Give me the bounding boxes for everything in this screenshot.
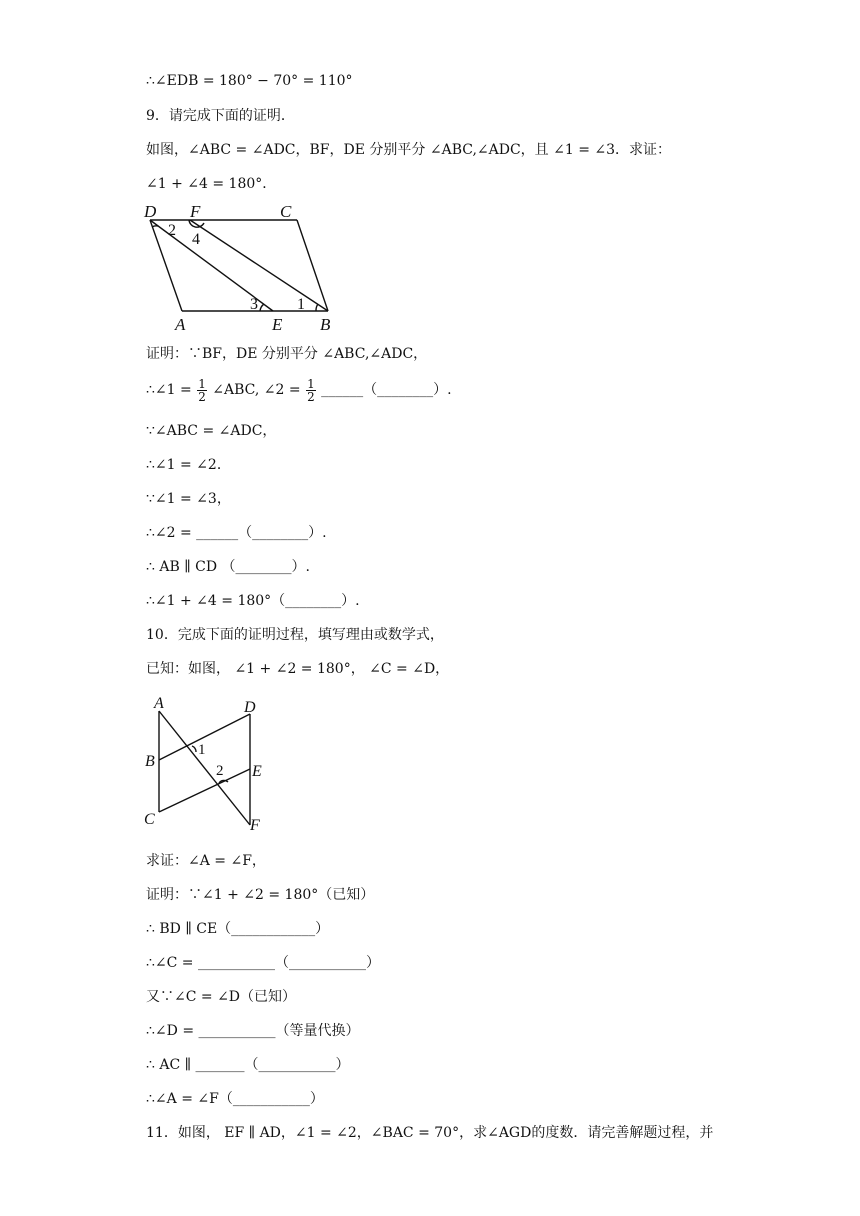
step-1-blank: ______（________）. bbox=[321, 382, 452, 398]
question-9-step-4: ∵∠1 = ∠3， bbox=[146, 491, 231, 507]
question-9-step-6: ∴ AB ∥ CD （________）. bbox=[146, 559, 310, 575]
segment-ce bbox=[159, 769, 250, 812]
label-F: F bbox=[190, 202, 201, 221]
segment-af bbox=[159, 711, 250, 825]
angle-1-label: 1 bbox=[297, 296, 305, 313]
question-10-proof-7: ∴∠A = ∠F（___________） bbox=[146, 1091, 324, 1107]
label-B: B bbox=[320, 315, 331, 334]
question-10-title: 10．完成下面的证明过程，填写理由或数学式， bbox=[146, 627, 444, 643]
question-10-proof-3: ∴∠C = ___________（___________） bbox=[146, 955, 380, 971]
question-9-proof-start: 证明：∵BF，DE 分别平分 ∠ABC,∠ADC， bbox=[146, 346, 428, 362]
angle-2-label: 2 bbox=[168, 222, 176, 239]
step-1-middle: ∠ABC, ∠2 = bbox=[212, 382, 301, 398]
label-A: A bbox=[154, 695, 164, 712]
angle-2-arc bbox=[152, 226, 158, 227]
angle-1-label: 1 bbox=[198, 742, 206, 758]
question-10-proof-6: ∴ AC ∥ _______（___________） bbox=[146, 1057, 350, 1073]
question-9-given: 如图，∠ABC = ∠ADC，BF，DE 分别平分 ∠ABC,∠ADC，且 ∠1 = ∠3．求证： bbox=[146, 142, 672, 158]
question-10-goal: 求证：∠A = ∠F， bbox=[146, 853, 266, 869]
fraction-numerator: 1 bbox=[198, 376, 206, 391]
question-9-goal: ∠1 + ∠4 = 180°． bbox=[146, 176, 277, 192]
figure-q10 bbox=[140, 694, 270, 836]
question-10-proof-5: ∴∠D = ___________（等量代换） bbox=[146, 1023, 360, 1039]
angle-3-label: 3 bbox=[250, 296, 258, 313]
question-10-proof-1: 证明：∵∠1 + ∠2 = 180°（已知） bbox=[146, 887, 375, 903]
angle-4-label: 4 bbox=[192, 231, 200, 248]
question-9-step-7: ∴∠1 + ∠4 = 180°（________）. bbox=[146, 593, 360, 609]
segment-da bbox=[150, 220, 182, 311]
fraction-denominator: 2 bbox=[307, 389, 315, 404]
angle-1-arc bbox=[316, 304, 318, 311]
label-C: C bbox=[280, 202, 292, 221]
fraction-denominator: 2 bbox=[198, 389, 206, 404]
question-9-step-3: ∴∠1 = ∠2． bbox=[146, 457, 231, 473]
label-C: C bbox=[144, 811, 155, 828]
question-9-step-5: ∴∠2 = ______（________）. bbox=[146, 525, 327, 541]
label-D: D bbox=[244, 699, 256, 716]
question-9-step-2: ∵∠ABC = ∠ADC， bbox=[146, 423, 277, 439]
fraction-half-2 bbox=[306, 378, 316, 403]
question-10-proof-4: 又∵∠C = ∠D（已知） bbox=[146, 989, 297, 1005]
angle-3-arc bbox=[260, 304, 264, 311]
line-edb-result: ∴∠EDB = 180° − 70° = 110° bbox=[146, 73, 353, 89]
question-9-step-1 bbox=[146, 375, 452, 405]
question-10-proof-2: ∴ BD ∥ CE（____________） bbox=[146, 921, 330, 937]
question-9-title: 9．请完成下面的证明． bbox=[146, 108, 295, 124]
step-1-prefix: ∴∠1 = bbox=[146, 382, 192, 398]
question-10-given: 已知：如图， ∠1 + ∠2 = 180°， ∠C = ∠D， bbox=[146, 661, 450, 677]
label-D: D bbox=[144, 202, 157, 221]
fraction-half bbox=[197, 378, 207, 403]
angle-2-label: 2 bbox=[216, 763, 224, 779]
label-A: A bbox=[175, 315, 186, 334]
label-B: B bbox=[145, 753, 155, 770]
label-F: F bbox=[250, 817, 260, 834]
question-11-title: 11．如图， EF ∥ AD，∠1 = ∠2，∠BAC = 70°，求∠AGD的度数．请完善解题过程，并 bbox=[146, 1125, 714, 1141]
label-E: E bbox=[272, 315, 283, 334]
angle-1-arc bbox=[192, 746, 196, 752]
label-E: E bbox=[252, 763, 262, 780]
fraction-numerator: 1 bbox=[307, 376, 315, 391]
figure-q9-parallelogram bbox=[140, 200, 340, 335]
